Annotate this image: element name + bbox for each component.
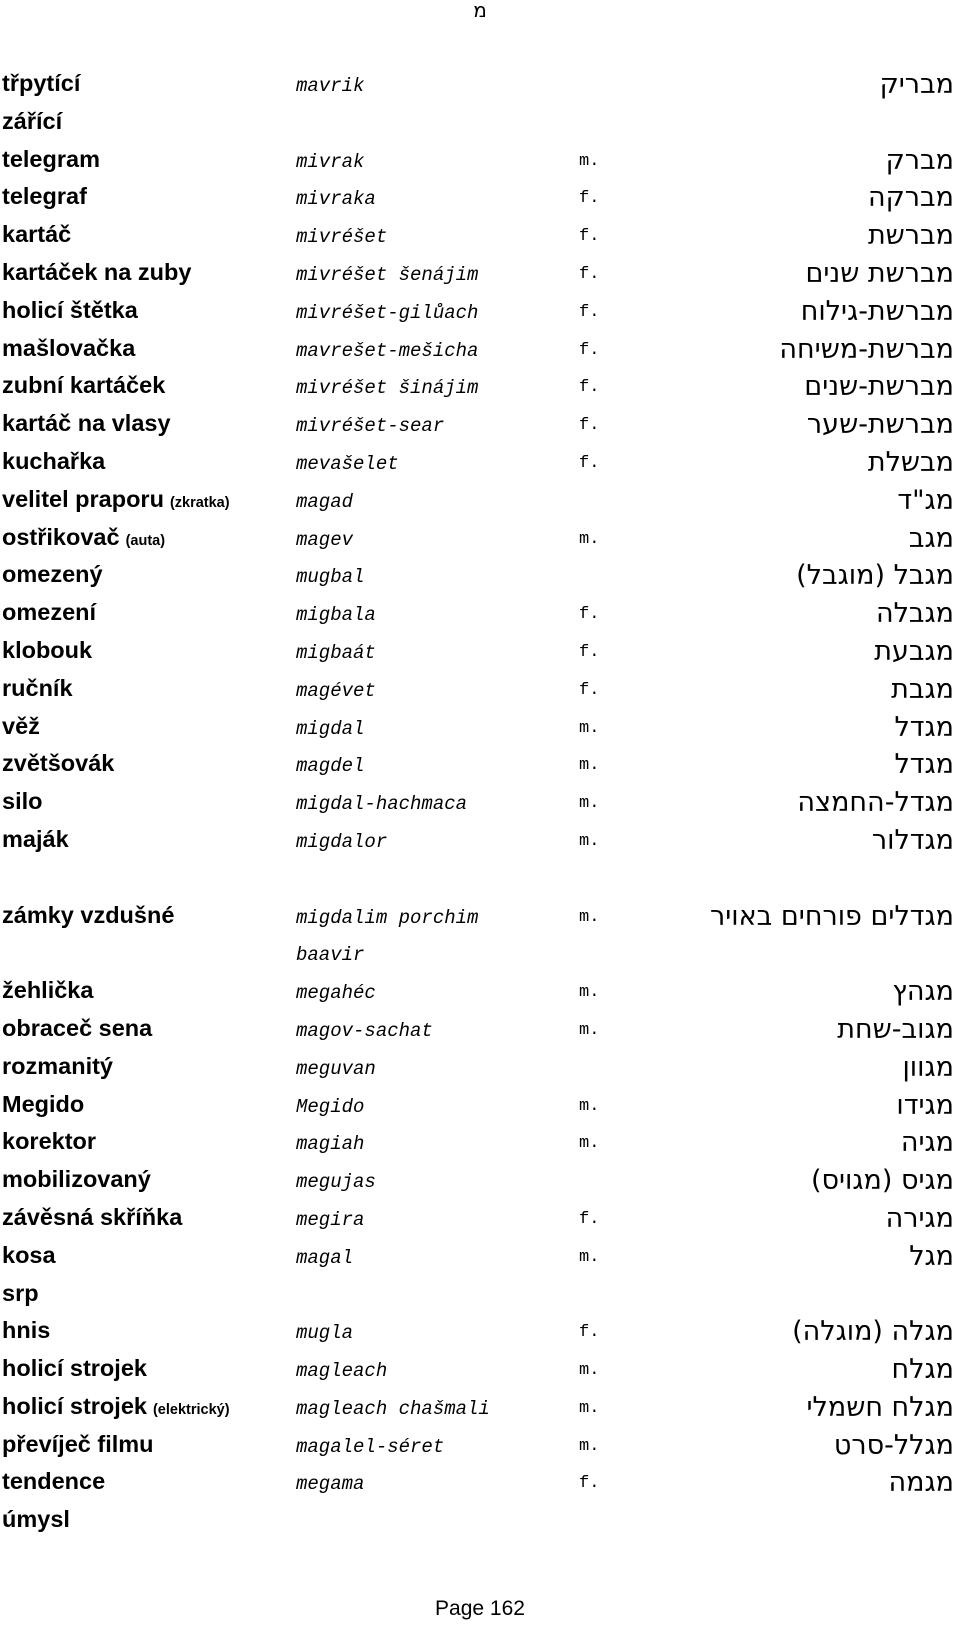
- transliteration: megama: [296, 1473, 365, 1496]
- hebrew-term: מברשת: [867, 220, 954, 252]
- dictionary-entry: [0, 259, 960, 297]
- czech-term: [2, 146, 100, 173]
- hebrew-term: מברק: [885, 144, 954, 176]
- czech-word: třpytící: [2, 70, 81, 96]
- dictionary-entry: [0, 1355, 960, 1393]
- hebrew-term: מגב: [908, 522, 954, 554]
- czech-word: holicí strojek: [2, 1392, 147, 1419]
- czech-word: obraceč sena: [2, 1014, 153, 1041]
- dictionary-entry: [0, 486, 960, 524]
- dictionary-entry: [0, 1015, 960, 1053]
- dictionary-entry: [0, 902, 960, 940]
- hebrew-term: מגמה: [888, 1467, 954, 1499]
- dictionary-list: [0, 70, 960, 1544]
- gender-marker: f.: [579, 302, 600, 322]
- dictionary-entry: [0, 1166, 960, 1204]
- hebrew-term: מברשת שנים: [805, 257, 954, 289]
- czech-word: telegraf: [2, 183, 87, 210]
- czech-term: [2, 977, 93, 1004]
- transliteration: mivraka: [296, 188, 376, 211]
- dictionary-entry: [0, 70, 960, 108]
- czech-term: [2, 297, 138, 324]
- czech-word: žehlička: [2, 977, 94, 1004]
- gender-marker: m.: [579, 1134, 600, 1154]
- czech-word: kuchařka: [2, 447, 106, 474]
- czech-word: kartáč: [2, 221, 72, 248]
- gender-marker: m.: [579, 1361, 600, 1381]
- transliteration: megira: [296, 1208, 365, 1231]
- czech-word: kartáček na zuby: [2, 258, 192, 285]
- transliteration: magev: [296, 528, 354, 551]
- hebrew-term: מבשלת: [867, 446, 954, 478]
- dictionary-entry: [0, 146, 960, 184]
- czech-note: (zkratka): [169, 494, 230, 511]
- czech-word: holicí štětka: [2, 296, 138, 323]
- dictionary-entry: [0, 1204, 960, 1242]
- transliteration: magleach: [296, 1360, 388, 1383]
- hebrew-term: מגבעת: [874, 635, 954, 667]
- hebrew-term: מג"ד: [897, 484, 954, 516]
- hebrew-term: מגלל-סרט: [833, 1429, 954, 1461]
- czech-word: ostřikovač: [2, 523, 120, 550]
- czech-term: [2, 1015, 152, 1042]
- czech-word: kartáč na vlasy: [2, 410, 171, 437]
- czech-term: [2, 372, 165, 399]
- gender-marker: f.: [579, 340, 600, 360]
- gender-marker: f.: [579, 378, 600, 398]
- hebrew-term: מגדל: [894, 749, 954, 781]
- transliteration: mugla: [296, 1322, 354, 1345]
- czech-term: [2, 448, 105, 475]
- czech-term: [2, 1204, 182, 1231]
- transliteration: migdalim porchim: [296, 906, 479, 929]
- dictionary-entry: [0, 1091, 960, 1129]
- czech-term: [2, 183, 87, 210]
- gender-marker: f.: [579, 680, 600, 700]
- transliteration: meguvan: [296, 1057, 376, 1080]
- hebrew-term: מגיה: [900, 1127, 954, 1159]
- transliteration: migbala: [296, 604, 376, 627]
- czech-term: [2, 826, 69, 853]
- czech-term: [2, 599, 96, 626]
- czech-term: [2, 1166, 151, 1193]
- hebrew-term: מגדל-החמצה: [797, 787, 954, 819]
- czech-word: srp: [2, 1279, 39, 1306]
- czech-word: silo: [2, 788, 43, 815]
- czech-word: Megido: [2, 1090, 85, 1117]
- czech-word: holicí strojek: [2, 1355, 147, 1382]
- row-spacer: [0, 864, 960, 902]
- gender-marker: m.: [579, 756, 600, 776]
- czech-word: tendence: [2, 1468, 106, 1495]
- czech-term: [2, 1242, 56, 1269]
- gender-marker: f.: [579, 416, 600, 436]
- gender-marker: m.: [579, 1398, 600, 1418]
- czech-word: kosa: [2, 1241, 56, 1268]
- gender-marker: m.: [579, 1096, 600, 1116]
- dictionary-entry: [0, 750, 960, 788]
- transliteration: mavrik: [296, 75, 365, 97]
- czech-term: [2, 524, 165, 551]
- czech-word: telegram: [2, 145, 100, 172]
- transliteration: baavir: [296, 944, 365, 967]
- czech-term: [2, 750, 114, 777]
- transliteration: magleach chašmali: [296, 1397, 490, 1420]
- transliteration: magalel-séret: [296, 1435, 445, 1458]
- czech-term: [2, 561, 103, 588]
- dictionary-entry: [0, 599, 960, 637]
- hebrew-term: מגיס (מגויס): [810, 1165, 954, 1197]
- czech-word: převíječ filmu: [2, 1430, 154, 1457]
- dictionary-entry: [0, 221, 960, 259]
- transliteration: mivréšet-sear: [296, 415, 445, 438]
- gender-marker: f.: [579, 264, 600, 284]
- dictionary-entry: [0, 675, 960, 713]
- dictionary-entry: [0, 713, 960, 751]
- czech-word: mobilizovaný: [2, 1166, 151, 1193]
- dictionary-entry: [0, 637, 960, 675]
- gender-marker: f.: [579, 453, 600, 473]
- transliteration: migdalor: [296, 830, 388, 853]
- dictionary-entry: [0, 939, 960, 977]
- czech-term: [2, 1468, 105, 1495]
- hebrew-term: מגלח: [891, 1354, 954, 1386]
- dictionary-entry: [0, 1053, 960, 1091]
- dictionary-entry: [0, 1431, 960, 1469]
- czech-term: [2, 1091, 84, 1118]
- czech-term: [2, 1280, 39, 1307]
- hebrew-term: מברקה: [868, 182, 954, 214]
- czech-term: [2, 637, 92, 664]
- czech-term: [2, 335, 135, 362]
- czech-word: omezení: [2, 599, 97, 626]
- czech-term: [2, 675, 73, 702]
- transliteration: mivréšet-gilůach: [296, 301, 479, 324]
- gender-marker: f.: [579, 605, 600, 625]
- gender-marker: m.: [579, 1436, 600, 1456]
- czech-term: [2, 70, 80, 97]
- czech-term: [2, 1317, 50, 1344]
- dictionary-entry: [0, 108, 960, 146]
- czech-word: ručník: [2, 674, 73, 701]
- transliteration: mevašelet: [296, 452, 399, 475]
- transliteration: mavrešet-mešicha: [296, 339, 479, 362]
- dictionary-entry: [0, 297, 960, 335]
- dictionary-entry: [0, 561, 960, 599]
- gender-marker: m.: [579, 1247, 600, 1267]
- czech-word: omezený: [2, 561, 103, 588]
- hebrew-term: מגוון: [902, 1051, 954, 1083]
- dictionary-entry: [0, 524, 960, 562]
- czech-term: [2, 788, 42, 815]
- gender-marker: m.: [579, 794, 600, 814]
- dictionary-entry: [0, 1468, 960, 1506]
- czech-word: závěsná skříňka: [2, 1203, 183, 1230]
- gender-marker: f.: [579, 1474, 600, 1494]
- hebrew-term: מבריק: [879, 69, 954, 100]
- gender-marker: m.: [579, 907, 600, 927]
- czech-word: rozmanitý: [2, 1052, 113, 1079]
- transliteration: mivréšet šinájim: [296, 377, 479, 400]
- czech-term: [2, 1128, 96, 1155]
- hebrew-term: מגהץ: [892, 976, 954, 1008]
- dictionary-entry: [0, 1393, 960, 1431]
- gender-marker: f.: [579, 642, 600, 662]
- transliteration: magiah: [296, 1133, 365, 1156]
- czech-term: [2, 221, 71, 248]
- transliteration: mugbal: [296, 566, 365, 589]
- czech-term: [2, 1053, 113, 1080]
- czech-term: [2, 1506, 70, 1533]
- czech-term: [2, 1355, 147, 1382]
- transliteration: magal: [296, 1246, 354, 1269]
- czech-word: maják: [2, 825, 69, 852]
- czech-note: (auta): [125, 532, 166, 549]
- gender-marker: f.: [579, 1323, 600, 1343]
- czech-note: (elektrický): [152, 1401, 230, 1418]
- transliteration: mivréšet šenájim: [296, 263, 479, 286]
- dictionary-entry: [0, 410, 960, 448]
- dictionary-entry: [0, 1128, 960, 1166]
- czech-word: zvětšovák: [2, 750, 115, 777]
- czech-term: [2, 902, 174, 929]
- dictionary-entry: [0, 1280, 960, 1318]
- page-number: Page 162: [435, 1597, 525, 1620]
- dictionary-entry: [0, 1506, 960, 1544]
- gender-marker: m.: [579, 151, 600, 171]
- dictionary-entry: [0, 788, 960, 826]
- gender-marker: f.: [579, 189, 600, 209]
- hebrew-term: מגוב-שחת: [837, 1013, 954, 1045]
- dictionary-entry: [0, 448, 960, 486]
- czech-word: zámky vzdušné: [2, 901, 175, 928]
- czech-word: velitel praporu: [2, 485, 164, 512]
- czech-word: korektor: [2, 1128, 97, 1155]
- transliteration: megahéc: [296, 982, 376, 1005]
- hebrew-term: מברשת-שנים: [804, 371, 954, 403]
- czech-term: [2, 1393, 230, 1420]
- czech-word: věž: [2, 712, 40, 739]
- dictionary-entry: [0, 335, 960, 373]
- czech-term: [2, 410, 171, 437]
- hebrew-term: מברשת-גילוח: [800, 295, 954, 327]
- hebrew-term: מגלה (מוגלה): [792, 1316, 954, 1348]
- gender-marker: m.: [579, 983, 600, 1003]
- czech-term: [2, 486, 230, 513]
- czech-word: klobouk: [2, 636, 93, 663]
- czech-term: [2, 259, 191, 286]
- gender-marker: m.: [579, 1020, 600, 1040]
- transliteration: magdel: [296, 755, 365, 778]
- czech-word: úmysl: [2, 1506, 70, 1533]
- dictionary-entry: [0, 977, 960, 1015]
- transliteration: migdal-hachmaca: [296, 793, 468, 816]
- czech-word: zářící: [2, 107, 63, 134]
- hebrew-term: מגדלים פורחים באויר: [709, 900, 954, 932]
- gender-marker: m.: [579, 718, 600, 738]
- transliteration: migbaát: [296, 641, 376, 664]
- transliteration: megujas: [296, 1171, 376, 1194]
- gender-marker: f.: [579, 1209, 600, 1229]
- transliteration: magad: [296, 490, 354, 513]
- transliteration: mivréšet: [296, 226, 388, 249]
- section-letter: מ: [473, 0, 487, 22]
- czech-term: [2, 713, 40, 740]
- dictionary-entry: [0, 372, 960, 410]
- hebrew-term: מברשת-משיחה: [779, 333, 954, 365]
- transliteration: migdal: [296, 717, 365, 740]
- czech-term: [2, 108, 62, 135]
- gender-marker: m.: [579, 529, 600, 549]
- transliteration: Megido: [296, 1095, 365, 1118]
- gender-marker: f.: [579, 227, 600, 247]
- gender-marker: m.: [579, 831, 600, 851]
- hebrew-term: מגבל (מוגבל): [796, 560, 954, 592]
- hebrew-term: מגבת: [891, 673, 954, 705]
- czech-term: [2, 1431, 154, 1458]
- hebrew-term: מגל: [909, 1240, 954, 1272]
- hebrew-term: מגבלה: [875, 598, 954, 630]
- czech-word: hnis: [2, 1317, 51, 1344]
- dictionary-entry: [0, 1242, 960, 1280]
- dictionary-entry: [0, 1317, 960, 1355]
- hebrew-term: מגידו: [896, 1089, 954, 1121]
- hebrew-term: מגלח חשמלי: [806, 1391, 954, 1423]
- transliteration: magov-sachat: [296, 1019, 433, 1042]
- hebrew-term: מגדלור: [871, 824, 954, 856]
- czech-word: zubní kartáček: [2, 372, 166, 399]
- hebrew-term: מגדל: [894, 711, 954, 743]
- dictionary-entry: [0, 826, 960, 864]
- czech-word: mašlovačka: [2, 334, 136, 361]
- transliteration: magévet: [296, 679, 376, 702]
- hebrew-term: מגירה: [885, 1202, 954, 1234]
- transliteration: mivrak: [296, 150, 365, 173]
- hebrew-term: מברשת-שער: [806, 409, 954, 441]
- dictionary-entry: [0, 183, 960, 221]
